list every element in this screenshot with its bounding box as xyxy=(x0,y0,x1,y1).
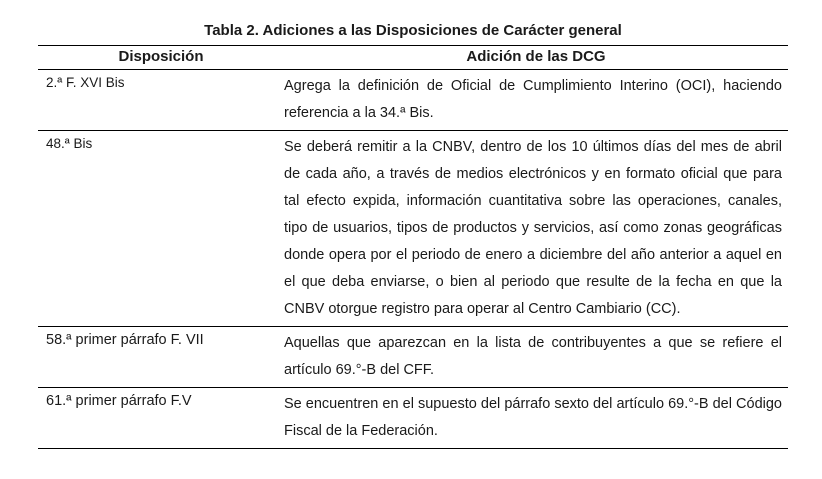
header-disposicion: Disposición xyxy=(38,46,284,70)
cell-disposicion: 61.ª primer párrafo F.V xyxy=(38,388,284,449)
additions-table xyxy=(38,45,788,449)
cell-disposicion: 2.ª F. XVI Bis xyxy=(38,70,284,131)
table-row xyxy=(38,131,788,327)
table-row xyxy=(38,327,788,388)
table-header-row xyxy=(38,46,788,70)
document xyxy=(38,21,788,449)
table-caption: Tabla 2. Adiciones a las Disposiciones de Carácter general xyxy=(204,22,622,39)
header-adicion: Adición de las DCG xyxy=(284,46,788,70)
table-row xyxy=(38,70,788,131)
table-row xyxy=(38,388,788,449)
cell-adicion: Se deberá remitir a la CNBV, dentro de los 10 últimos días del mes de abril de cada año, a través de medios electrónicos y en formato oficial que para tal efecto expida, información cuantitativa sobre las operaciones, canales, tipo de usuarios, tipos de productos y servicios, así como zonas geográficas donde opera por el periodo de enero a diciembre del año anterior a aquel en el que deba enviarse, o bien al periodo que resulte de la fecha en que la CNBV otorgue registro para operar al Centro Cambiario (CC). xyxy=(284,131,788,327)
cell-disposicion: 58.ª primer párrafo F. VII xyxy=(38,327,284,388)
cell-disposicion: 48.ª Bis xyxy=(38,131,284,327)
cell-adicion: Agrega la definición de Oficial de Cumplimiento Interino (OCI), haciendo referencia a la 34.ª Bis. xyxy=(284,70,788,131)
cell-adicion: Se encuentren en el supuesto del párrafo sexto del artículo 69.°-B del Código Fiscal de la Federación. xyxy=(284,388,788,449)
cell-adicion: Aquellas que aparezcan en la lista de contribuyentes a que se refiere el artículo 69.°-B del CFF. xyxy=(284,327,788,388)
